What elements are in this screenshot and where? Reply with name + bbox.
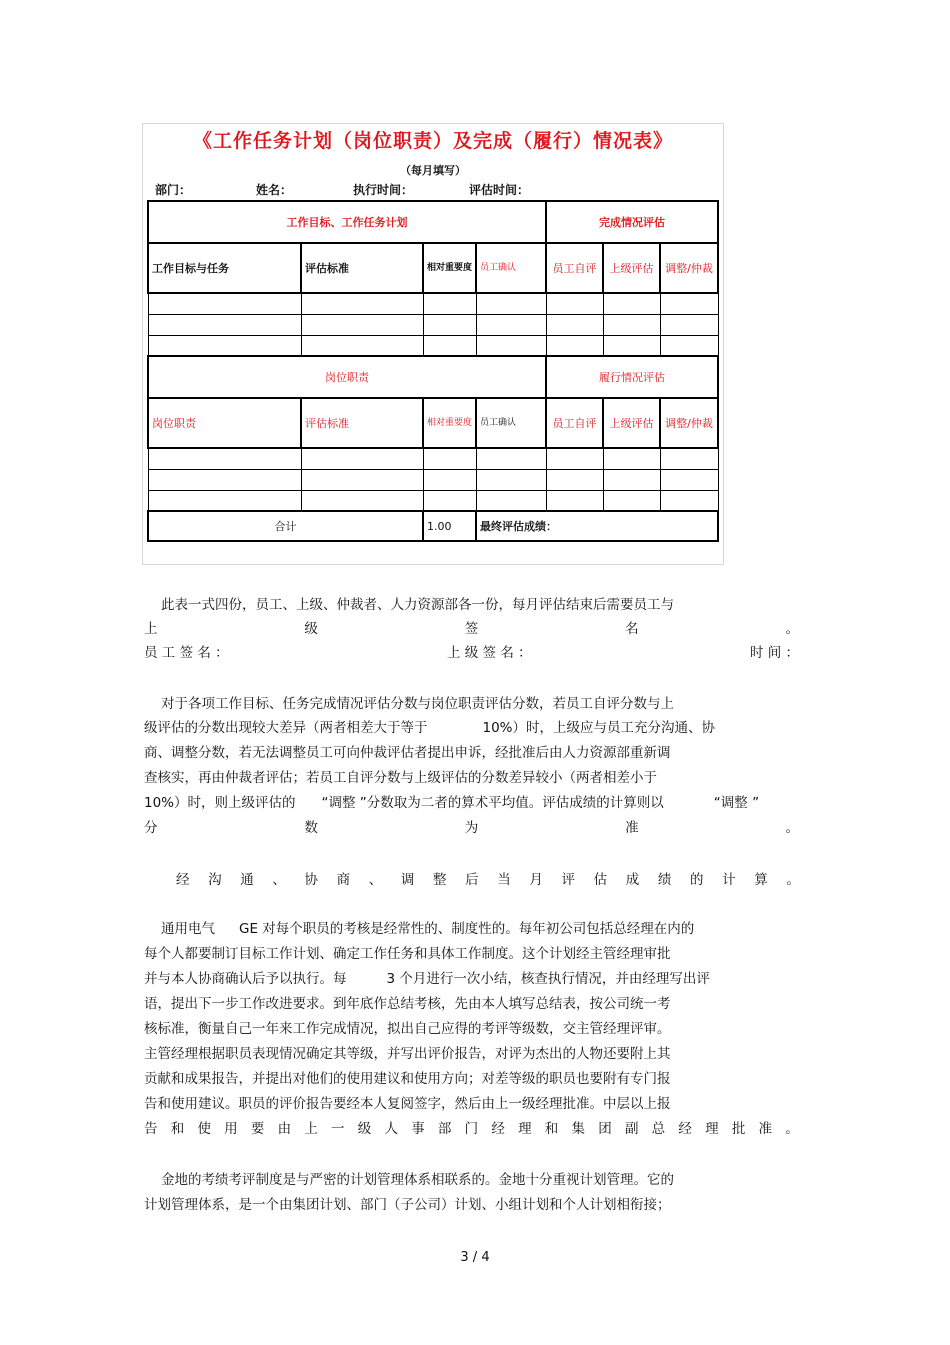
final-score-label: 最终评估成绩： (476, 511, 718, 541)
spread-char: 、 (272, 872, 286, 888)
para1-line2: 上 级 签 名 。 (144, 621, 799, 637)
col-standard: 评估标准 (301, 243, 423, 293)
spread-char: 。 (786, 872, 800, 888)
col-employee-confirm-2: 员工确认 (476, 398, 546, 448)
dept-label: 部门： (155, 183, 192, 197)
spread-char: 沟 (208, 872, 222, 888)
eval-time-label: 评估时间： (469, 183, 530, 197)
total-value: 1.00 (423, 511, 476, 541)
spread-char: 估 (593, 872, 608, 888)
para5-line2: 计划管理体系，是一个由集团计划、部门（子公司）计划、小组计划和个人计划相衔接； (144, 1197, 671, 1213)
para4-line2: 每个人都要制订目标工作计划、确定工作任务和具体工作制度。这个计划经主管经理审批 (144, 946, 671, 962)
spread-char: 算 (754, 872, 768, 888)
total-label: 合计 (148, 511, 423, 541)
table-row (148, 335, 718, 356)
name-label: 姓名： (256, 183, 293, 197)
para4-line1: 通用电气 GE 对每个职员的考核是经常性的、制度性的。每年初公司包括总经理在内的 (161, 921, 695, 937)
spread-char: 理 (518, 1121, 532, 1137)
table-row (148, 314, 718, 335)
section2-right-title: 履行情况评估 (546, 356, 718, 398)
spread-char: 月 (529, 872, 543, 888)
spread-char: 调 (400, 872, 415, 888)
para1-line3-signatures (144, 643, 804, 663)
spread-char: 和 (544, 1121, 559, 1137)
col-employee-confirm: 员工确认 (476, 243, 546, 293)
form-subtitle: （每月填写） (400, 164, 466, 177)
spread-char: 告 (144, 1121, 158, 1137)
col-duty: 岗位职责 (148, 398, 301, 448)
spread-char: 集 (571, 1121, 585, 1137)
total-row (148, 511, 718, 541)
table-row (148, 448, 718, 469)
col-supervisor-eval: 上级评估 (603, 243, 660, 293)
spread-char: 、 (368, 872, 383, 888)
spread-char: 事 (411, 1121, 425, 1137)
spread-char: 和 (170, 1121, 185, 1137)
spread-char: 批 (731, 1121, 746, 1137)
col-arbitration: 调整/仲裁 (660, 243, 718, 293)
spread-char: 部 (437, 1121, 452, 1137)
form-title: 《工作任务计划（岗位职责）及完成（履行）情况表》 (192, 130, 673, 152)
spread-char: 一 (331, 1121, 345, 1137)
section2-columns-row (148, 398, 718, 448)
spread-char: 使 (197, 1121, 211, 1137)
para4-line9 (144, 1119, 804, 1139)
col-weight: 相对重要度 (423, 243, 476, 293)
col-supervisor-eval-2: 上级评估 (603, 398, 660, 448)
spread-char: 通 (240, 872, 254, 888)
para2-line1: 对于各项工作目标、任务完成情况评估分数与岗位职责评估分数，若员工自评分数与上 (161, 696, 674, 712)
para2-line4: 查核实，再由仲裁者评估；若员工自评分数与上级评估的分数差异较小（两者相差小于 (144, 770, 657, 786)
spread-char: 上 (304, 1121, 318, 1137)
spread-char: 经 (176, 872, 190, 888)
spread-char: 团 (598, 1121, 612, 1137)
para4-line5: 核标准，衡量自己一年来工作完成情况，拟出自己应得的考评等级数，交主管经理评审。 (144, 1021, 671, 1037)
para1-line1: 此表一式四份，员工、上级、仲裁者、人力资源部各一份，每月评估结束后需要员工与 (161, 597, 674, 613)
spread-char: 成 (625, 872, 640, 888)
spread-char: 总 (651, 1121, 666, 1137)
col-arbitration-2: 调整/仲裁 (660, 398, 718, 448)
evaluation-form (142, 123, 724, 565)
para3-line (176, 870, 836, 890)
section1-columns-row (148, 243, 718, 293)
col-standard-2: 评估标准 (301, 398, 423, 448)
col-weight-2: 相对重要度 (423, 398, 476, 448)
table-row (148, 490, 718, 511)
spread-char: 商 (336, 872, 351, 888)
col-self-eval: 员工自评 (546, 243, 603, 293)
para2-line2: 级评估的分数出现较大差异（两者相差大于等于 10%）时，上级应与员工充分沟通、协 (144, 720, 716, 736)
spread-char: 后 (465, 872, 479, 888)
employee-signature-label: 员 工 签 名 ： (144, 645, 229, 661)
col-goal: 工作目标与任务 (148, 243, 301, 293)
para4-line3: 并与本人协商确认后予以执行。每 3 个月进行一次小结，核查执行情况，并由经理写出评 (144, 971, 710, 987)
spread-char: 级 (357, 1121, 372, 1137)
para4-line7: 贡献和成果报告，并提出对他们的使用建议和使用方向；对差等级的职员也要附有专门报 (144, 1071, 671, 1087)
spread-char: 用 (224, 1121, 238, 1137)
spread-char: 当 (497, 872, 511, 888)
section1-right-title: 完成情况评估 (546, 201, 718, 243)
table-row (148, 293, 718, 314)
spread-char: 绩 (657, 872, 672, 888)
spread-char: 协 (304, 872, 318, 888)
spread-char: 评 (561, 872, 575, 888)
para2-line6: 分 数 为 准 。 (144, 820, 799, 836)
para4-line6: 主管经理根据职员表现情况确定其等级，并写出评价报告，对评为杰出的人物还要附上其 (144, 1046, 671, 1062)
spread-char: 由 (277, 1121, 292, 1137)
spread-char: 计 (722, 872, 736, 888)
spread-char: 人 (384, 1121, 398, 1137)
para4-line4: 语，提出下一步工作改进要求。到年底作总结考核，先由本人填写总结表，按公司统一考 (144, 996, 671, 1012)
para2-line3: 商、调整分数，若无法调整员工可向仲裁评估者提出申诉，经批准后由人力资源部重新调 (144, 745, 671, 761)
supervisor-signature-label: 上 级 签 名 ： (446, 645, 532, 661)
section2-header-row (148, 356, 718, 398)
spread-char: 经 (491, 1121, 505, 1137)
spread-char: 要 (250, 1121, 265, 1137)
table-row (148, 469, 718, 490)
form-table (147, 200, 719, 542)
spread-char: 门 (464, 1121, 479, 1137)
section2-left-title: 岗位职责 (148, 356, 546, 398)
section1-left-title: 工作目标、工作任务计划 (148, 201, 546, 243)
spread-char: 准 (758, 1121, 773, 1137)
para5-line1: 金地的考绩考评制度是与严密的计划管理体系相联系的。金地十分重视计划管理。它的 (161, 1172, 674, 1188)
spread-char: 副 (624, 1121, 639, 1137)
para4-line8: 告和使用建议。职员的评价报告要经本人复阅签字，然后由上一级经理批准。中层以上报 (144, 1096, 671, 1112)
spread-char: 理 (705, 1121, 719, 1137)
spread-char: 整 (433, 872, 447, 888)
col-self-eval-2: 员工自评 (546, 398, 603, 448)
date-label: 时 间 ： (749, 645, 799, 661)
para2-line5: 10%）时，则上级评估的 “调整 ”分数取为二者的算术平均值。评估成绩的计算则以 “调整 ” (144, 795, 760, 811)
spread-char: 经 (678, 1121, 692, 1137)
spread-char: 的 (690, 872, 704, 888)
page-number: 3 / 4 (460, 1250, 490, 1265)
spread-char: 。 (785, 1121, 799, 1137)
exec-time-label: 执行时间： (353, 183, 414, 197)
section1-header-row (148, 201, 718, 243)
